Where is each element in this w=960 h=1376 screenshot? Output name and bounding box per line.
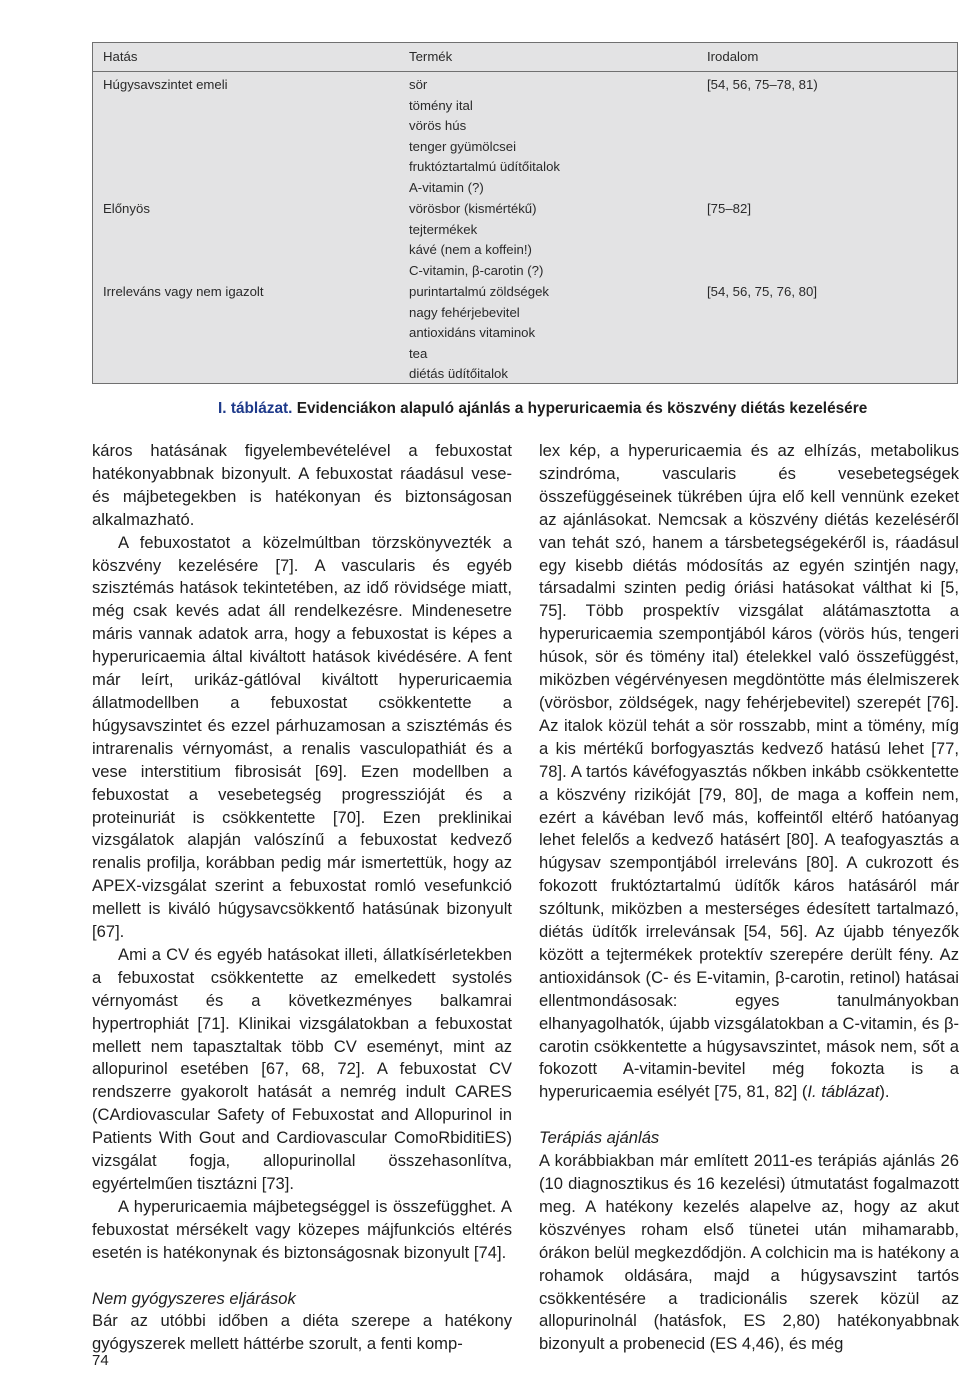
product-item: sör (409, 77, 428, 92)
paragraph: A febuxostatot a közelmúltban törzskönyvezték a köszvény kezelésére [7]. A vascularis és egyéb szisztémás hatások tekintetében, az idő rövidsége miatt, még csak kevés adat áll rendelkezésre. Mindenesetre máris vannak adatok arra, hogy a febuxostat is képes a hyperuricaemia által kiváltott hatások kivédésére. A fent már leírt, urikáz-gátlóval kiváltott hyperuricaemia állatmodellben a febuxostat csökkentette a húgysavszintet és ezzel párhuzamosan a szisztémás és intrarenalis vérnyomást, a renalis vasculopathiát és a vese interstitium fibrosisát [69]. Ezen modellben a febuxostat a vesebetegség progresszióját és a proteinuriát is csökkentette [70]. Ezen preklinikai vizsgálatok alapján valószínű a febuxostat kedvező renalis profilja, korábban pedig már ismertettük, hogy az APEX-vizsgálat szerint a febuxostat romló vesefunkció mellett is kiváló húgysavcsökkentő hatásúnak bizonyult [67]. (92, 532, 512, 942)
row-references: [54, 56, 75–78, 81) (707, 77, 818, 92)
product-item: antioxidáns vitaminok (409, 325, 536, 341)
table-reference: I. táblázat (807, 1082, 880, 1102)
row-products (409, 199, 543, 281)
product-item: purintartalmú zöldségek (409, 284, 550, 299)
paragraph: A hyperuricaemia májbetegséggel is összefügghet. A febuxostat mérsékelt vagy közepes májfunkciós eltérés esetén is hatékonynak és biztonságosnak bizonyult [74]. (92, 1196, 512, 1262)
product-item: kávé (nem a koffein!) (409, 242, 532, 258)
header-product: Termék (409, 49, 453, 64)
row-effect: Előnyös (103, 201, 150, 216)
product-item: diétás üdítőitalok (409, 366, 508, 382)
table-caption (218, 400, 867, 418)
product-item: tejtermékek (409, 221, 478, 237)
paragraph (539, 440, 959, 1104)
product-item: tea (409, 345, 428, 361)
product-item: tömény ital (409, 97, 473, 113)
table-caption-number: I. táblázat. (218, 400, 293, 417)
table-body (93, 71, 957, 382)
row-effect: Irreleváns vagy nem igazolt (103, 284, 264, 299)
paragraph-end: ). (879, 1082, 890, 1102)
section-heading: Nem gyógyszeres eljárások (92, 1288, 296, 1308)
row-references: [75–82] (707, 201, 751, 216)
product-item: nagy fehérjebevitel (409, 304, 520, 320)
product-item: fruktóztartalmú üdítőitalok (409, 159, 560, 175)
table-header-row (93, 47, 957, 71)
left-text-column (92, 440, 512, 1356)
row-effect: Húgysavszintet emeli (103, 77, 228, 92)
diet-recommendation-table (92, 42, 958, 384)
section-heading: Terápiás ajánlás (539, 1128, 660, 1148)
product-item: vörös hús (409, 118, 467, 134)
row-references: [54, 56, 75, 76, 80] (707, 284, 817, 299)
product-item: tenger gyümölcsei (409, 138, 517, 154)
paragraph: Ami a CV és egyéb hatásokat illeti, állatkísérletekben a febuxostat csökkentette az emelkedett systolés vérnyomást és a következményes balkamrai hypertrophiát [71]. Klinikai vizsgálatokban a febuxostat mellett nem tapasztaltak több CV eseményt, mint az allopurinol esetében [67, 68, 72]. A febuxostat CV rendszerre gyakorolt hatását a nemrég indult CARES (CArdiovascular Safety of Febuxostat and Allopurinol in Patients With Gout and Cardiovascular ComoRbiditiES) vizsgálat fogja, allopurinollal összehasonlítva, egyértelműen tisztázni [73]. (92, 944, 512, 1193)
paragraph-text: lex kép, a hyperuricaemia és az elhízás, metabolikus szindróma, vascularis és vesebetegségek összefüggéseinek tükrében újra elő kell vennünk ezeket az ajánlásokat. Nemcsak a köszvény diétás kezeléséről van tehát szó, hanem a társbetegségekéről is, ráadásul egy kisebb diétás módosítás az egyén szintjén nagy, társadalmi szinten pedig óriási hatásokat válthat ki [5, 75]. Több prospektív vizsgálat alátámasztotta a hyperuricaemia szempontjából káros (vörös hús, tengeri húsok, sör és tömény ital) ételekkel való összefüggést, miközben végérvényesen megdöntötte más élelmiszerek (vörösbor, zöldségek, nagy fehérjebevitel) szerepét [76]. Az italok közül tehát a sör rosszabb, mint a tömény, míg a kis mértékű borfogyasztás kedvező hatású lehet [77, 78]. A tartós kávéfogyasztás nőkben inkább csökkentette a köszvény rizikóját [79, 80], de maga a koffein nem, ezért a kávéban levő más, koffeintől eltérő hatóanyag lehet felelős a kedvező hatásért [80]. A teafogyasztás a húgysav szempontjából irreleváns [80]. A cukrozott és fokozott fruktóztartalmú üdítők káros hatásáról már szóltunk, miközben a mesterséges édesített tartalmazó, diétás üdítők irrelevánsak [54, 56]. Az újabb tényezők között a tejtermékek protektív szerepére derült fény. Az antioxidánsok (C- és E-vitamin, β-carotin, retinol) hatásai ellentmondásosak: egyes tanulmányokban elhanyagolhatók, újabb vizsgálatokban a C-vitamin, és β-carotin csökkentette a húgysavszintet, mások nem, sőt a fokozott A-vitamin-bevitel még fokozta is a hyperuricaemia esélyét [75, 81, 82] ( (539, 441, 960, 1102)
row-products (409, 75, 560, 199)
product-item: C-vitamin, β-carotin (?) (409, 262, 544, 278)
paragraph: A korábbiakban már említett 2011-es terápiás ajánlás 26 (10 diagnosztikus és 16 kezelési) útmutatást fogalmazott meg. A hatékony kezelés alapelve az, hogy az akut köszvényes roham első tünetei után mihamarabb, órákon belül megkezdődjön. A colchicin ma is hatékony a rohamok oldására, majd a húgysavszint tartós csökkentésére a tradicionális szerek közül az allopurinolnál (hatásfok, ES 2,80) hatékonyabbnak bizonyult a probenecid (ES 4,46), és még (539, 1151, 959, 1354)
header-effect: Hatás (103, 49, 138, 64)
product-item: A-vitamin (?) (409, 179, 484, 195)
paragraph: Bár az utóbbi időben a diéta szerepe a hatékony gyógyszerek mellett háttérbe szorult, a fenti komp- (92, 1311, 512, 1354)
paragraph: káros hatásának figyelembevételével a febuxostat hatékonyabbnak bizonyult. A febuxostat ráadásul vese- és májbetegekben is hatékonyan és biztonságosan alkalmazható. (92, 441, 512, 529)
product-item: vörösbor (kismértékű) (409, 201, 537, 216)
header-references: Irodalom (707, 49, 759, 64)
right-text-column (539, 440, 959, 1356)
row-products (409, 282, 549, 385)
table-caption-text: Evidenciákon alapuló ajánlás a hyperuricaemia és köszvény diétás kezelésére (296, 400, 868, 417)
page-number: 74 (92, 1352, 109, 1369)
